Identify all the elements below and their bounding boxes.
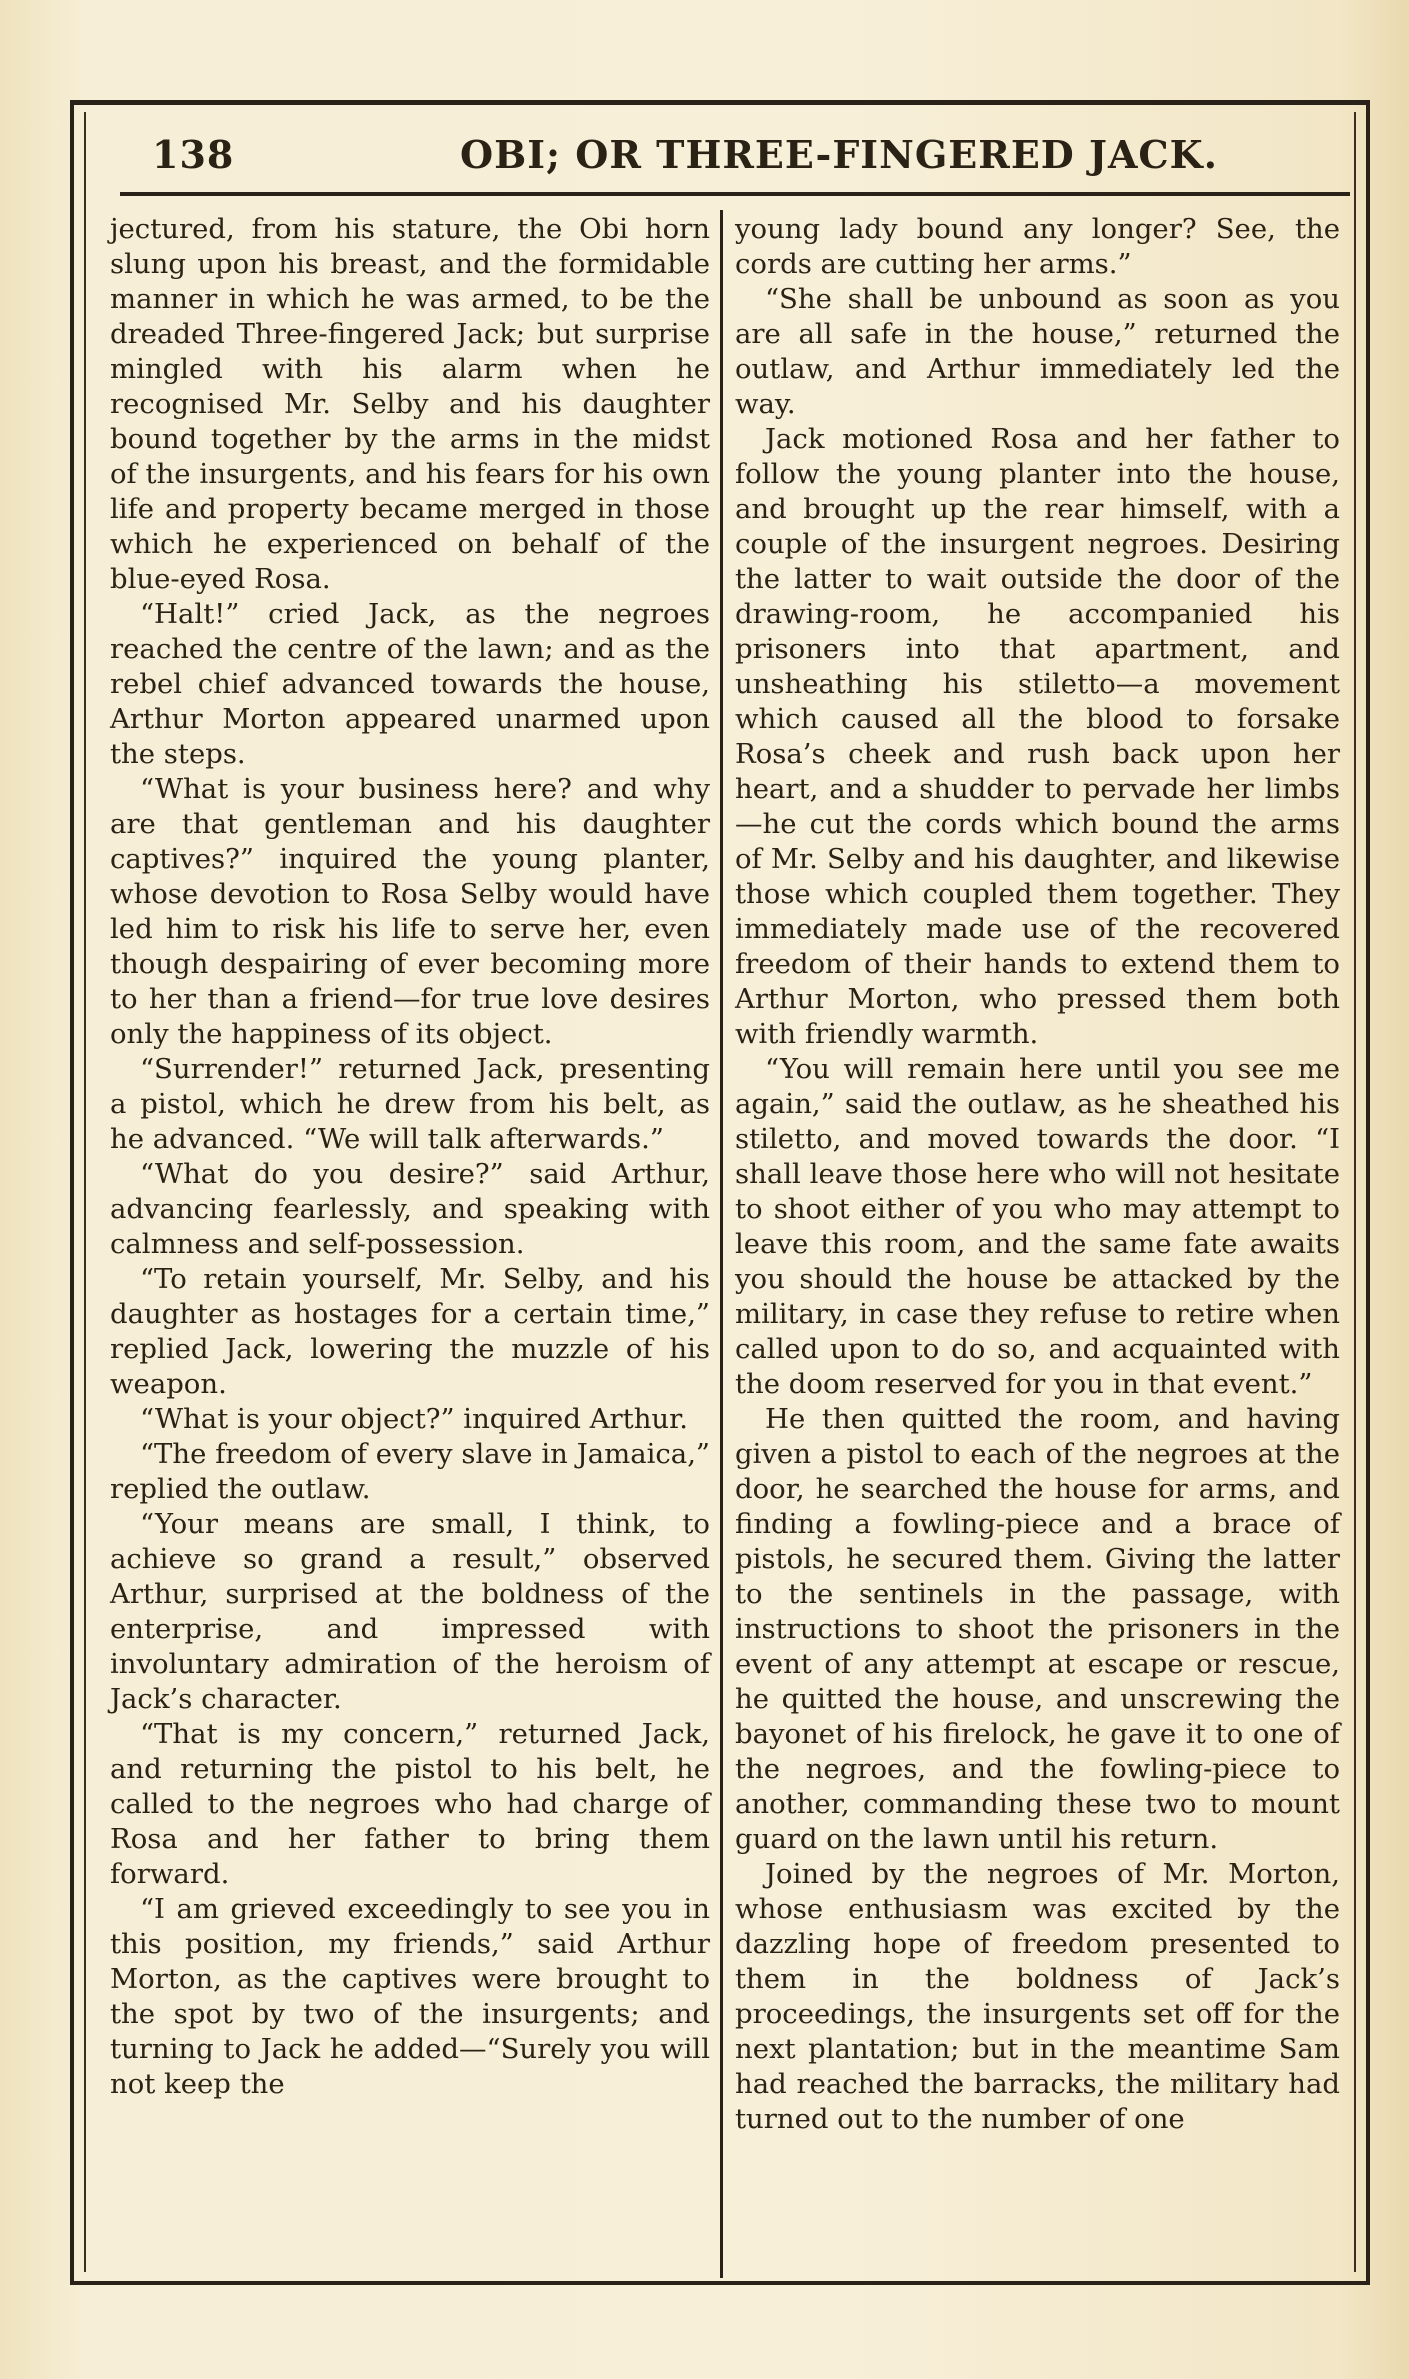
paragraph: “I am grieved exceedingly to see you in this position, my friends,” said Arthur Morton, as the captives were brought to the spot by two of the insurgents; and turning to Jack he added—“Surely you will not keep the <box>110 1893 710 2100</box>
right-column <box>735 212 1340 2137</box>
paragraph: Joined by the negroes of Mr. Morton, whose enthusiasm was excited by the dazzling hope of freedom presented to them in the boldness of Jack’s proceedings, the insurgents set off for the next plantation; but in the meantime Sam had reached the barracks, the military had turned out to the number of one <box>735 1858 1340 2135</box>
paragraph: “She shall be unbound as soon as you are all safe in the house,” returned the outlaw, and Arthur immediately led the way. <box>735 283 1340 420</box>
paragraph: “What is your object?” inquired Arthur. <box>140 1403 689 1435</box>
left-column <box>110 212 710 2102</box>
page-number: 138 <box>152 132 235 177</box>
paragraph: “You will remain here until you see me again,” said the outlaw, as he sheathed his stiletto, and moved towards the door. “I shall leave those here who will not hesitate to shoot either of you who may attempt to leave this room, and the same fate awaits you should the house be attacked by the military, in case they refuse to retire when called upon to do so, and acquainted with the doom reserved for you in that event.” <box>735 1053 1340 1400</box>
column-divider <box>720 210 723 2278</box>
paragraph: young lady bound any longer? See, the cords are cutting her arms.” <box>735 213 1340 280</box>
page-header <box>120 122 1350 196</box>
paragraph: “The freedom of every slave in Jamaica,” replied the outlaw. <box>110 1438 710 1505</box>
paragraph: “Surrender!” returned Jack, presenting a pistol, which he drew from his belt, as he advanced. “We will talk afterwards.” <box>110 1053 710 1155</box>
paragraph: jectured, from his stature, the Obi horn slung upon his breast, and the formidable manner in which he was armed, to be the dreaded Three-fingered Jack; but surprise mingled with his alarm when he recognised Mr. Selby and his daughter bound together by the arms in the midst of the insurgents, and his fears for his own life and property became merged in those which he experienced on behalf of the blue-eyed Rosa. <box>110 213 710 595</box>
paragraph: “That is my concern,” returned Jack, and returning the pistol to his belt, he called to the negroes who had charge of Rosa and her father to bring them forward. <box>110 1718 710 1890</box>
running-title: OBI; OR THREE-FINGERED JACK. <box>460 132 1218 177</box>
paragraph: “Halt!” cried Jack, as the negroes reached the centre of the lawn; and as the rebel chief advanced towards the house, Arthur Morton appeared unarmed upon the steps. <box>110 598 710 770</box>
paragraph: Jack motioned Rosa and her father to follow the young planter into the house, and brought up the rear himself, with a couple of the insurgent negroes. Desiring the latter to wait outside the door of the drawing-room, he accompanied his prisoners into that apartment, and unsheathing his stiletto—a movement which caused all the blood to forsake Rosa’s cheek and rush back upon her heart, and a shudder to pervade her limbs—he cut the cords which bound the arms of Mr. Selby and his daughter, and likewise those which coupled them together. They immediately made use of the recovered freedom of their hands to extend them to Arthur Morton, who pressed them both with friendly warmth. <box>735 423 1340 1050</box>
paragraph: “What is your business here? and why are that gentleman and his daughter captives?” inquired the young planter, whose devotion to Rosa Selby would have led him to risk his life to serve her, even though despairing of ever becoming more to her than a friend—for true love desires only the happiness of its object. <box>110 773 710 1050</box>
paragraph: “To retain yourself, Mr. Selby, and his daughter as hostages for a certain time,” replied Jack, lowering the muzzle of his weapon. <box>110 1263 710 1400</box>
paragraph: “Your means are small, I think, to achieve so grand a result,” observed Arthur, surprised at the boldness of the enterprise, and impressed with involuntary admiration of the heroism of Jack’s character. <box>110 1508 710 1715</box>
paragraph: He then quitted the room, and having given a pistol to each of the negroes at the door, he searched the house for arms, and finding a fowling-piece and a brace of pistols, he secured them. Giving the latter to the sentinels in the passage, with instructions to shoot the prisoners in the event of any attempt at escape or rescue, he quitted the house, and unscrewing the bayonet of his firelock, he gave it to one of the negroes, and the fowling-piece to another, commanding these two to mount guard on the lawn until his return. <box>735 1403 1340 1855</box>
paragraph: “What do you desire?” said Arthur, advancing fearlessly, and speaking with calmness and self-possession. <box>110 1158 710 1260</box>
